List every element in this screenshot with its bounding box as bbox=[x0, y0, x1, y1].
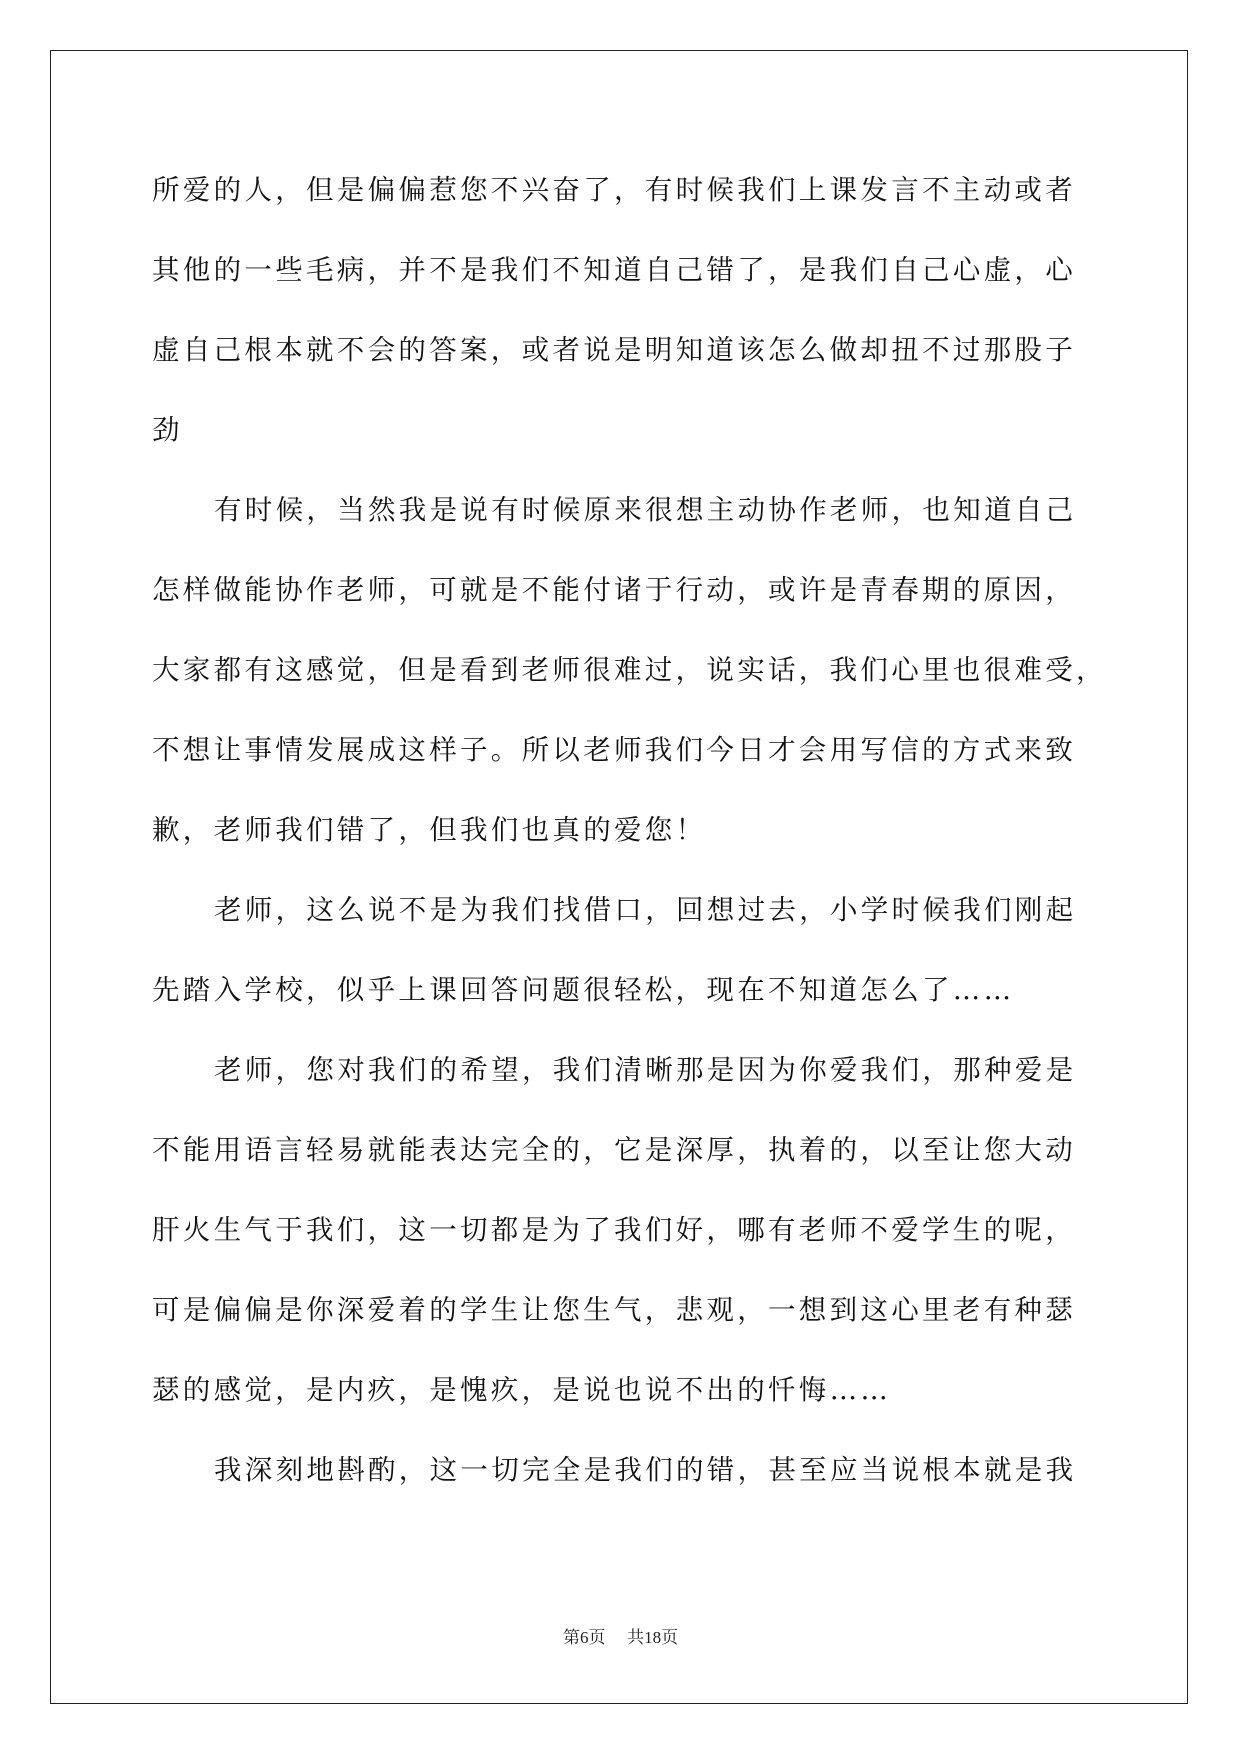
paragraph-first-line: 老师，您对我们的希望，我们清晰那是因为你爱我们，那种爱是 bbox=[214, 1054, 1077, 1086]
text-line: 其他的一些毛病，并不是我们不知道自己错了，是我们自己心虚，心 bbox=[152, 254, 1076, 286]
total-pages: 18 bbox=[644, 1628, 662, 1647]
text-line: 可是偏偏是你深爱着的学生让您生气，悲观，一想到这心里老有种瑟 bbox=[152, 1294, 1076, 1326]
text-line: 大家都有这感觉，但是看到老师很难过，说实话，我们心里也很难受， bbox=[152, 654, 1107, 686]
paragraph-first-line: 老师，这么说不是为我们找借口，回想过去，小学时候我们刚起 bbox=[214, 894, 1077, 926]
text-line: 肝火生气于我们，这一切都是为了我们好，哪有老师不爱学生的呢， bbox=[152, 1214, 1076, 1246]
document-body bbox=[152, 160, 1107, 1520]
text-line: 先踏入学校，似乎上课回答问题很轻松，现在不知道怎么了…… bbox=[152, 974, 1015, 1006]
page-suffix: 页 bbox=[588, 1628, 606, 1648]
total-prefix: 共 bbox=[627, 1628, 645, 1648]
text-line: 不能用语言轻易就能表达完全的，它是深厚，执着的，以至让您大动 bbox=[152, 1134, 1076, 1166]
page-number: 6 bbox=[579, 1628, 589, 1647]
paragraph-first-line: 有时候，当然我是说有时候原来很想主动协作老师，也知道自己 bbox=[214, 494, 1077, 526]
text-line: 瑟的感觉，是内疚，是愧疚，是说也说不出的忏悔…… bbox=[152, 1374, 892, 1406]
text-line: 虚自己根本就不会的答案，或者说是明知道该怎么做却扭不过那股子 bbox=[152, 334, 1076, 366]
page-prefix: 第 bbox=[562, 1628, 580, 1648]
text-line: 歉，老师我们错了，但我们也真的爱您！ bbox=[152, 814, 707, 846]
text-line: 劲 bbox=[152, 414, 183, 446]
paragraph-first-line: 我深刻地斟酌，这一切完全是我们的错，甚至应当说根本就是我 bbox=[214, 1454, 1077, 1486]
page-footer bbox=[0, 1623, 1241, 1648]
total-suffix: 页 bbox=[661, 1628, 679, 1648]
text-line: 怎样做能协作老师，可就是不能付诸于行动，或许是青春期的原因， bbox=[152, 574, 1076, 606]
text-line: 不想让事情发展成这样子。所以老师我们今日才会用写信的方式来致 bbox=[152, 734, 1076, 766]
text-line: 所爱的人，但是偏偏惹您不兴奋了，有时候我们上课发言不主动或者 bbox=[152, 174, 1076, 206]
